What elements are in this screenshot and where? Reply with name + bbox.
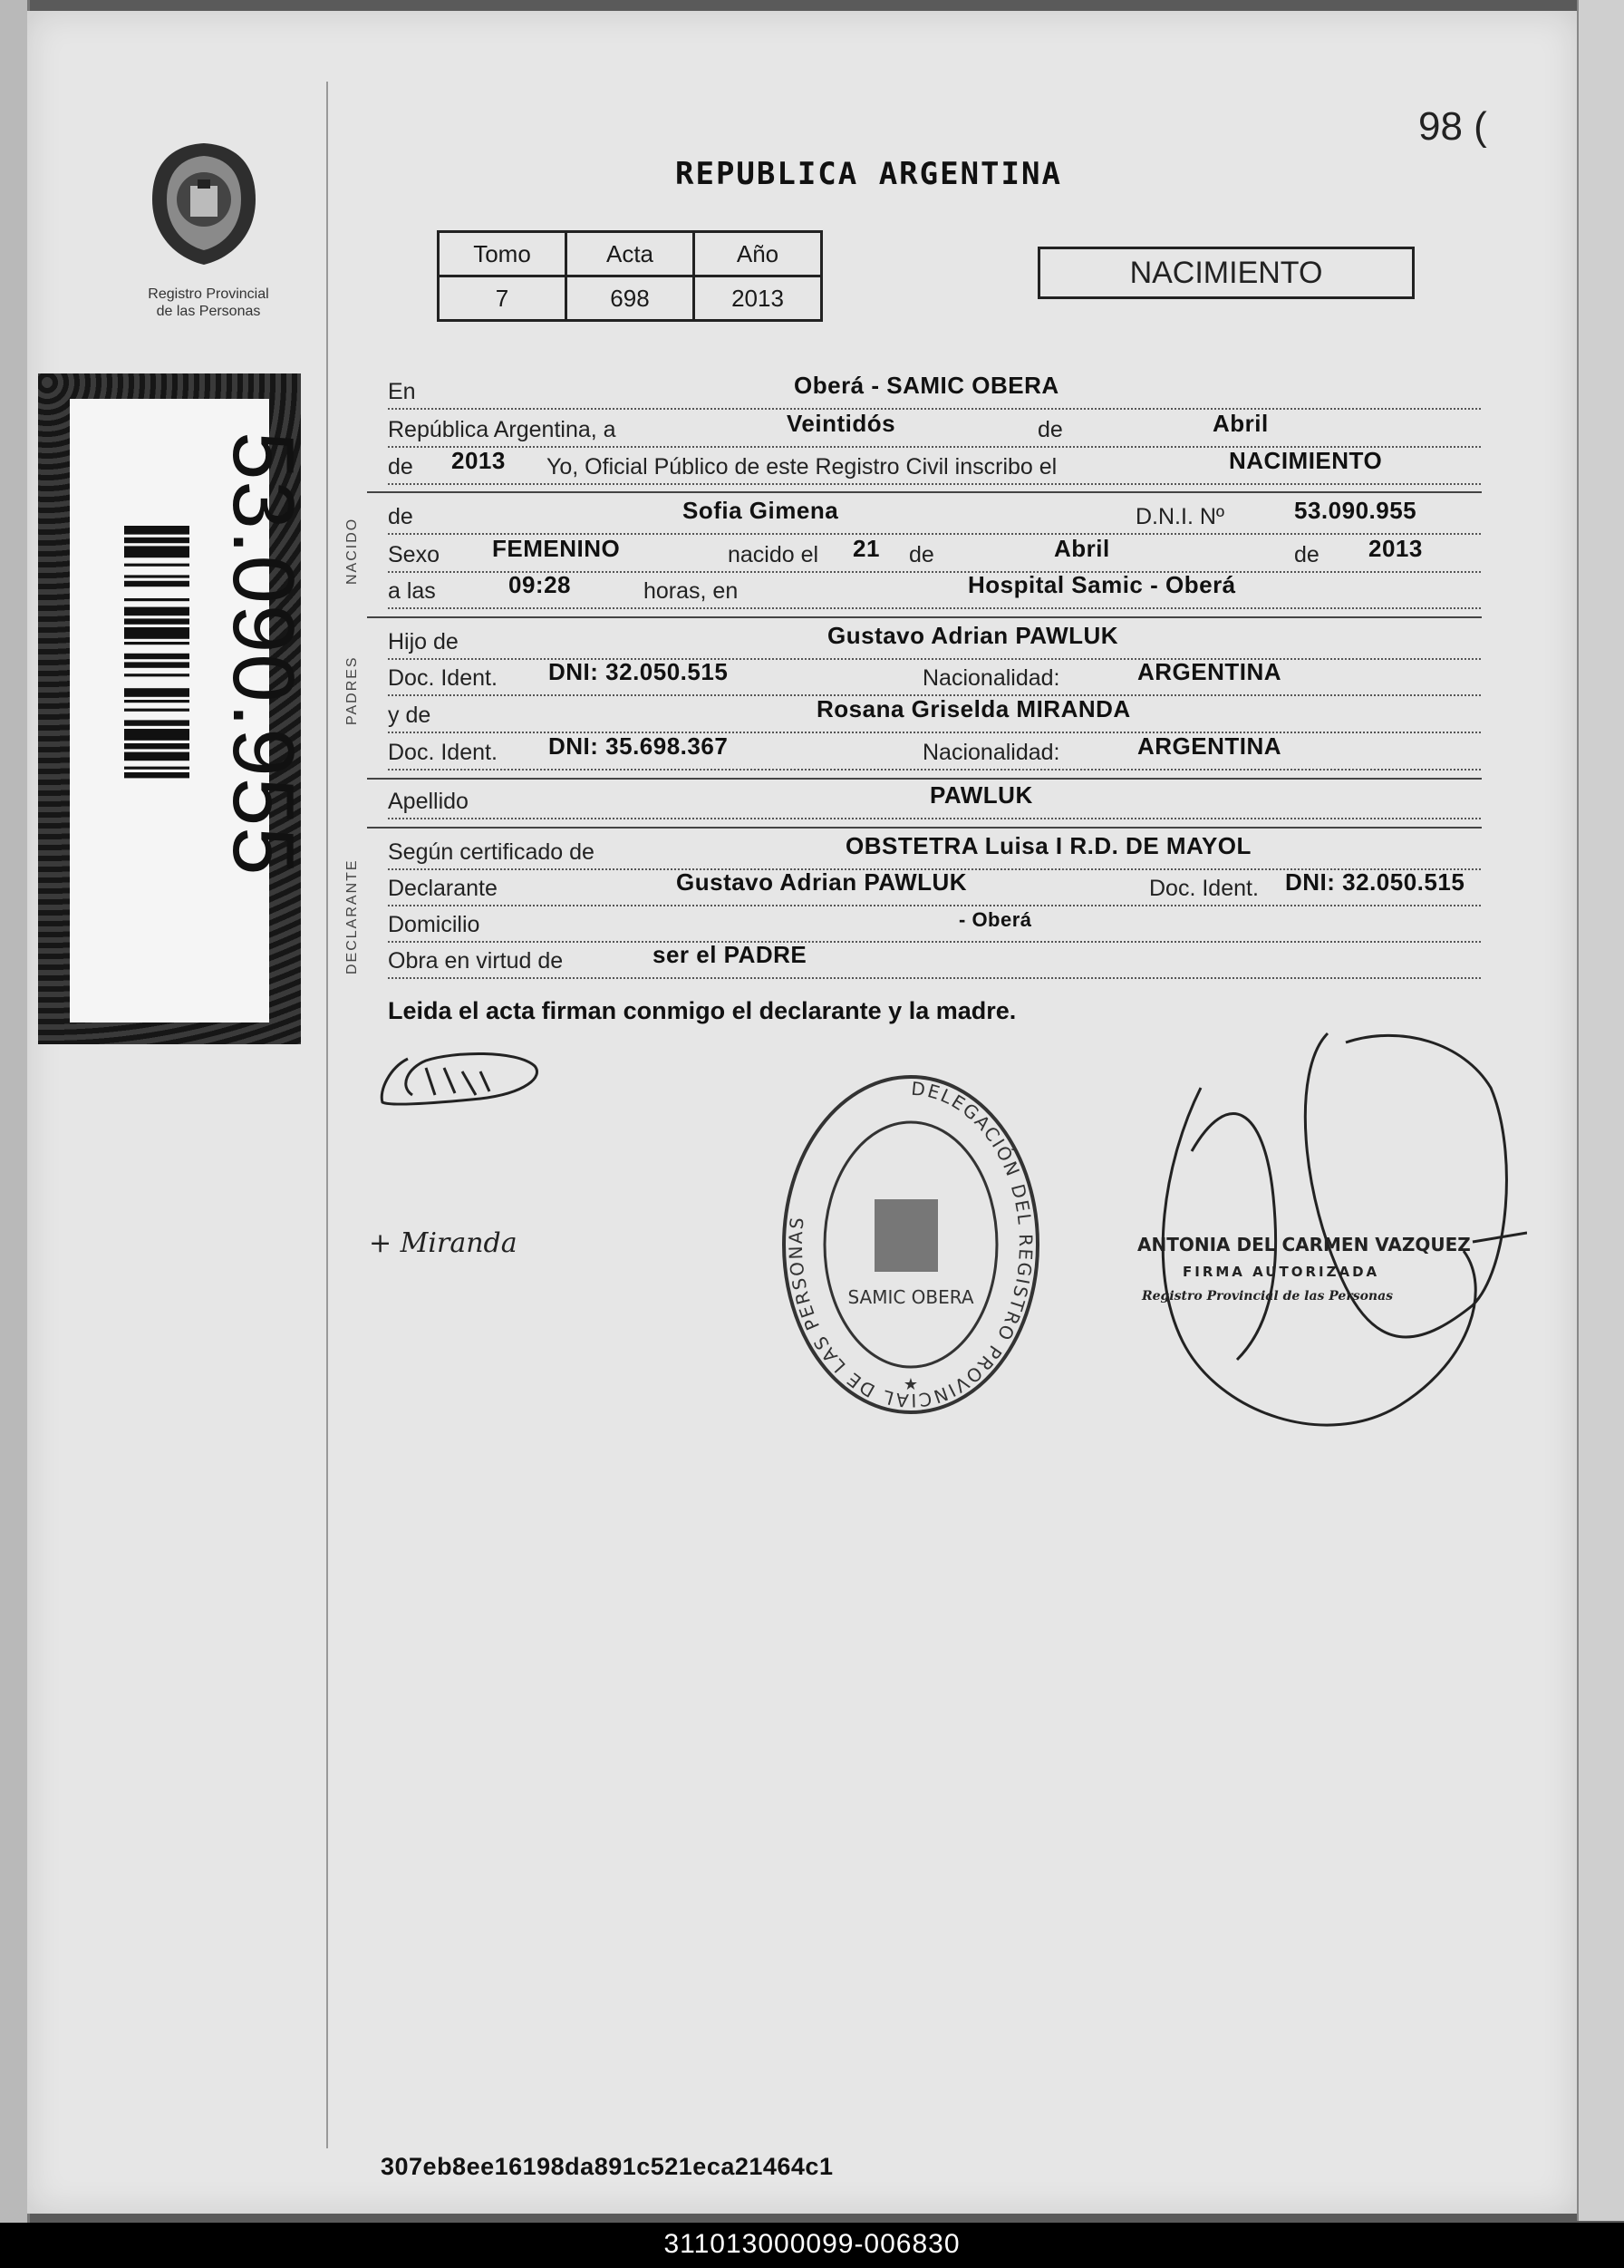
acta-table-header: Año <box>694 232 822 276</box>
side-label-padres: PADRES <box>344 655 360 725</box>
form-label: a las <box>388 578 436 604</box>
form-row-declarante <box>388 868 1481 906</box>
side-label-declarante: DECLARANTE <box>344 858 360 974</box>
acta-table-header: Acta <box>566 232 694 276</box>
form-value: 2013 <box>1368 535 1423 562</box>
form-value: ARGENTINA <box>1137 658 1282 685</box>
form-value: Rosana Griselda MIRANDA <box>817 695 1131 722</box>
form-label: D.N.I. Nº <box>1136 504 1225 529</box>
page-left-edge <box>0 0 30 2230</box>
dni-sticker-number: 53.090.955 <box>215 431 312 877</box>
form-value: ser el PADRE <box>652 941 807 968</box>
form-label: Doc. Ident. <box>388 665 498 691</box>
madre-signature <box>367 1219 548 1265</box>
form-label: En <box>388 379 416 404</box>
section-divider <box>367 491 1482 493</box>
form-row-doc-padre <box>388 658 1481 696</box>
form-value: OBSTETRA Luisa I R.D. DE MAYOL <box>846 832 1252 859</box>
form-value: Veintidós <box>787 410 896 437</box>
form-label: de <box>1294 542 1320 567</box>
form-row-madre <box>388 695 1481 733</box>
form-value: Sofia Gimena <box>682 497 839 524</box>
form-label: de <box>388 454 413 480</box>
form-value: Gustavo Adrian PAWLUK <box>676 868 968 896</box>
acta-table <box>437 230 823 322</box>
acta-table-cell: 2013 <box>694 276 822 321</box>
firma-line3: Registro Provincial de las Personas <box>1142 1289 1394 1304</box>
registro-provincial-label <box>109 286 308 320</box>
form-row-apellido <box>388 781 1481 819</box>
form-label: Doc. Ident. <box>388 740 498 765</box>
form-label: República Argentina, a <box>388 417 616 442</box>
form-row-hora <box>388 571 1481 609</box>
margin-line <box>326 82 328 2148</box>
form-label: y de <box>388 703 431 728</box>
form-value: PAWLUK <box>930 781 1033 809</box>
form-value: 2013 <box>451 447 506 474</box>
form-row-domicilio <box>388 905 1481 943</box>
madre-signature-text: + Miranda <box>369 1227 517 1259</box>
document-hash: 307eb8ee16198da891c521eca21464c1 <box>381 2153 834 2180</box>
document-title: REPUBLICA ARGENTINA <box>675 156 1062 192</box>
form-value: ARGENTINA <box>1137 732 1282 760</box>
form-label: Apellido <box>388 789 469 814</box>
form-label: Según certificado de <box>388 839 594 865</box>
dni-sticker <box>38 373 312 1044</box>
closing-statement: Leida el acta firman conmigo el declarante y la madre. <box>388 997 1017 1024</box>
form-value: Oberá - SAMIC OBERA <box>794 372 1059 399</box>
form-row-anio <box>388 447 1481 485</box>
form-row-en <box>388 372 1481 410</box>
form-row-republica <box>388 410 1481 448</box>
stamp-star-icon: ★ <box>903 1375 919 1393</box>
dni-sticker-label <box>70 399 312 1023</box>
barcode-icon <box>124 526 189 925</box>
form-row-certificado <box>388 832 1481 870</box>
form-label: de <box>1038 417 1063 442</box>
acta-table-value-row <box>439 276 822 321</box>
section-divider <box>367 827 1482 829</box>
form-label: Yo, Oficial Público de este Registro Civil inscribo el <box>546 454 1058 480</box>
registro-line2: de las Personas <box>156 304 261 319</box>
form-label: Obra en virtud de <box>388 948 564 974</box>
form-label: Doc. Ident. <box>1149 876 1259 901</box>
section-divider <box>367 778 1482 780</box>
form-label: Sexo <box>388 542 440 567</box>
form-value: Abril <box>1213 410 1269 437</box>
bottom-code: 311013000099-006830 <box>663 2229 961 2259</box>
page-right-edge <box>1577 0 1624 2221</box>
registro-line1: Registro Provincial <box>148 286 269 302</box>
misiones-crest-icon <box>136 136 272 272</box>
firma-line2: FIRMA AUTORIZADA <box>1183 1264 1380 1280</box>
form-row-obra <box>388 941 1481 979</box>
form-value: 53.090.955 <box>1294 497 1417 524</box>
form-value: Abril <box>1054 535 1110 562</box>
acta-table-cell: 7 <box>439 276 566 321</box>
form-label: horas, en <box>643 578 739 604</box>
registro-stamp <box>775 1068 1047 1421</box>
firma-autorizada <box>1128 1015 1527 1450</box>
form-label: de <box>388 504 413 529</box>
declarante-signature-icon <box>372 1041 562 1113</box>
form-value: 21 <box>853 535 880 562</box>
form-value: - Oberá <box>959 908 1032 931</box>
form-label: Declarante <box>388 876 498 901</box>
form-row-doc-madre <box>388 732 1481 771</box>
form-label: Domicilio <box>388 912 480 937</box>
stamp-center-text: SAMIC OBERA <box>847 1286 974 1308</box>
acta-table-cell: 698 <box>566 276 694 321</box>
form-value: NACIMIENTO <box>1229 447 1383 474</box>
form-value: DNI: 35.698.367 <box>548 732 729 760</box>
stamp-crest-icon <box>875 1199 938 1272</box>
form-value: Hospital Samic - Oberá <box>968 571 1236 598</box>
firma-name: ANTONIA DEL CARMEN VAZQUEZ <box>1137 1234 1471 1255</box>
form-value: Gustavo Adrian PAWLUK <box>827 622 1119 649</box>
acta-table-header-row <box>439 232 822 276</box>
side-label-nacido: NACIDO <box>344 517 360 585</box>
section-divider <box>367 616 1482 618</box>
form-value: FEMENINO <box>492 535 621 562</box>
form-row-sexo <box>388 535 1481 573</box>
form-label: Hijo de <box>388 629 459 654</box>
acta-type-box: NACIMIENTO <box>1038 247 1415 299</box>
form-value: 09:28 <box>508 571 571 598</box>
form-value: DNI: 32.050.515 <box>548 658 729 685</box>
form-row-nombre <box>388 497 1481 535</box>
form-label: nacido el <box>728 542 819 567</box>
form-label: de <box>909 542 934 567</box>
stamp-ring-text: DELEGACIÓN DEL REGISTRO PROVINCIAL DE LAS PERSONAS <box>784 1077 1038 1412</box>
form-value: DNI: 32.050.515 <box>1285 868 1465 896</box>
form-label: Nacionalidad: <box>923 665 1060 691</box>
form-label: Nacionalidad: <box>923 740 1060 765</box>
page-number: 98 ( <box>1418 104 1487 149</box>
form-row-hijo <box>388 622 1481 660</box>
acta-table-header: Tomo <box>439 232 566 276</box>
